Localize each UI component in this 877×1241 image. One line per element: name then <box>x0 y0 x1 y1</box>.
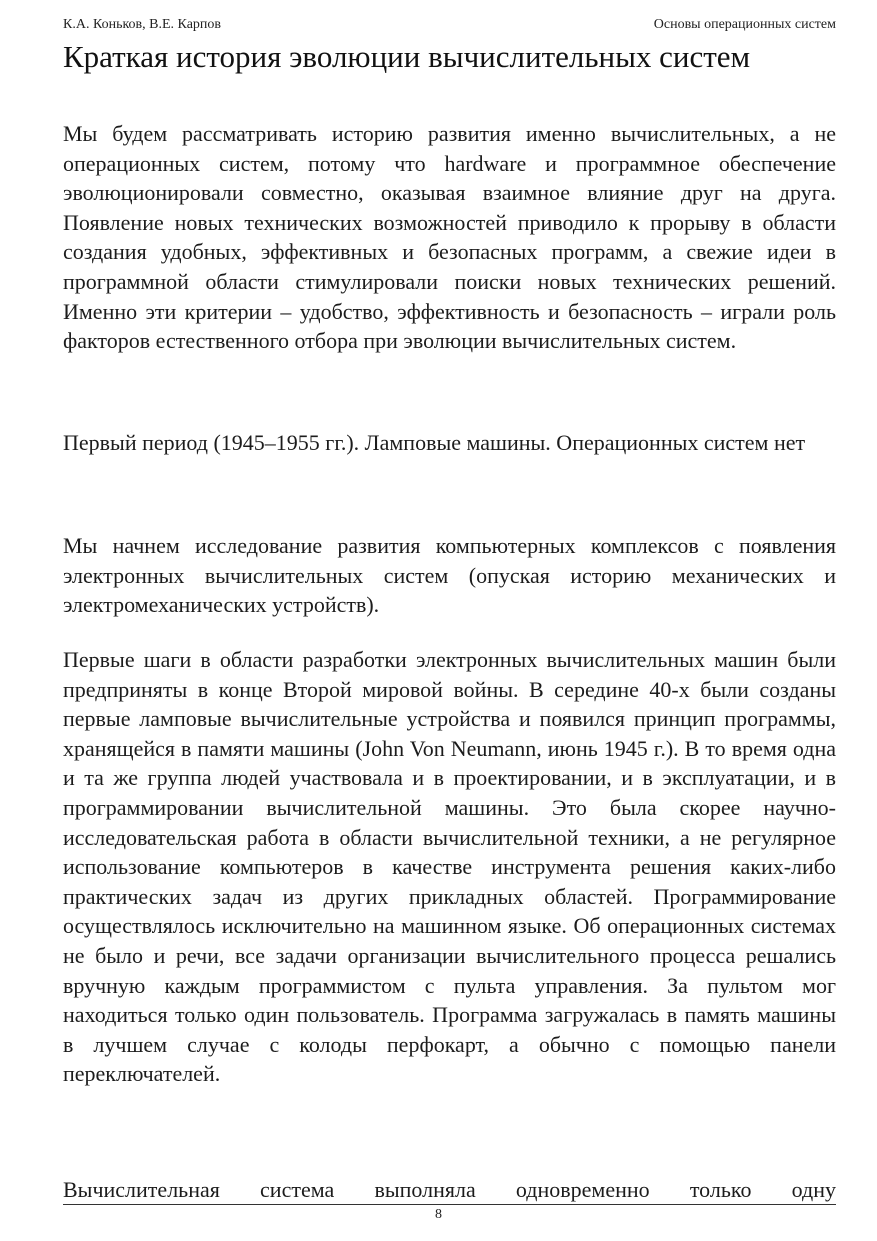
paragraph-1: Мы начнем исследование развития компьютерных комплексов с появления электронных вычислительных систем (опуская историю механических и электромеханических устройств). <box>63 533 836 618</box>
word: система <box>260 1177 335 1202</box>
header-authors: К.А. Коньков, В.Е. Карпов <box>63 17 222 32</box>
page-number: 8 <box>435 1207 442 1222</box>
intro-paragraph: Мы будем рассматривать историю развития именно вычислительных, а не операционных систем, потому что hardware и программное обеспечение эволюционировали совместно, оказывая взаимное влияние друг на друга. Появление новых технических возможностей приводило к прорыву в области создания удобных, эффективных и безопасных программ, а свежие идеи в программной области стимулировали поиски новых технических решений. Именно эти критерии – удобство, эффективность и безопасность – играли роль факторов естественного отбора при эволюции вычислительных систем. <box>63 121 836 354</box>
paragraph-2: Первые шаги в области разработки электронных вычислительных машин были предприняты в конце Второй мировой войны. В середине 40-х были созданы первые ламповые вычислительные устройства и появился принцип программы, хранящейся в памяти машины (John Von Neumann, июнь 1945 г.). В то время одна и та же группа людей участвовала и в проектировании, и в эксплуатации, и в программировании вычислительной машины. Это была скорее научно-исследовательская работа в области вычислительной техники, а не регулярное использование компьютеров в качестве инструмента решения каких-либо практических задач из других прикладных областей. Программирование осуществлялось исключительно на машинном языке. Об операционных системах не было и речи, все задачи организации вычислительного процесса решались вручную каждым программистом с пульта управления. За пультом мог находиться только один пользователь. Программа загружалась в память машины в лучшем случае с колоды перфокарт, а обычно с помощью панели переключателей. <box>63 647 836 1087</box>
word: только <box>689 1177 752 1202</box>
word: выполняла <box>374 1177 476 1202</box>
paragraph-3-first-line <box>63 1175 836 1205</box>
word: одну <box>791 1177 836 1202</box>
chapter-title: Краткая история эволюции вычислительных систем <box>63 39 751 74</box>
word: Вычислительная <box>63 1177 220 1202</box>
word: одновременно <box>515 1177 650 1202</box>
header-book-title: Основы операционных систем <box>653 17 836 32</box>
section-heading: Первый период (1945–1955 гг.). Ламповые машины. Операционных систем нет <box>63 430 806 455</box>
running-header <box>63 16 836 34</box>
